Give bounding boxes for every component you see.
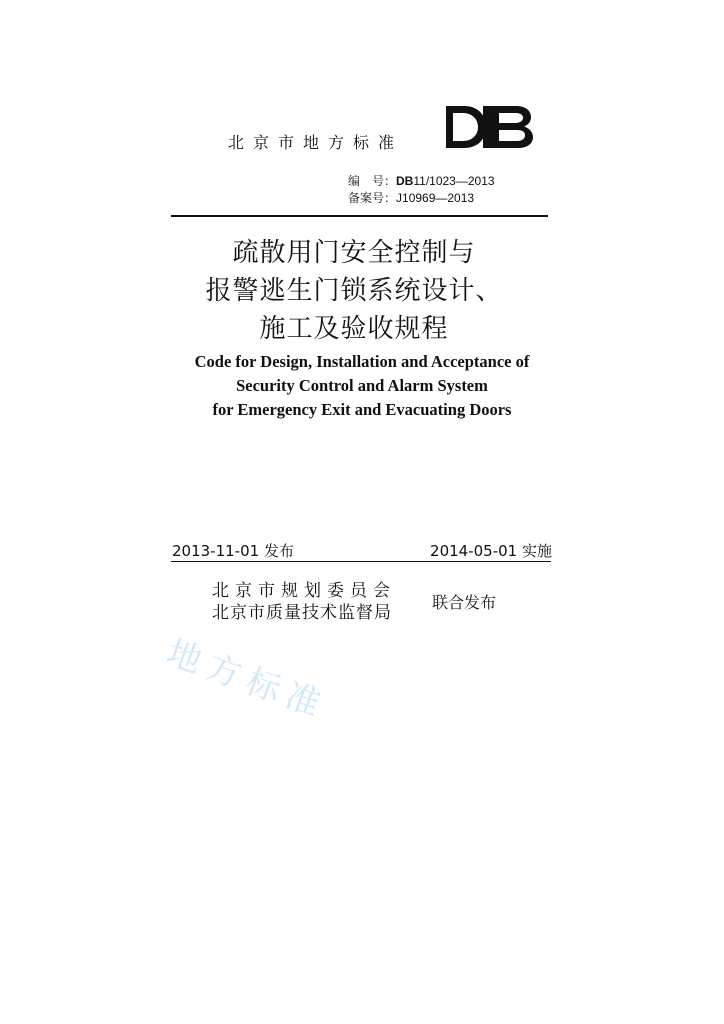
record-value: J10969—2013 (396, 191, 475, 205)
issue-date: 2013-11-01 发布 (172, 542, 294, 560)
chinese-title-line-2: 报警逃生门锁系统设计、 (205, 276, 503, 306)
english-title-line-2: Security Control and Alarm System (236, 376, 488, 395)
record-label: 备案号： (348, 191, 397, 205)
db-logo (444, 104, 536, 150)
implementation-date: 2014-05-01 实施 (430, 542, 552, 560)
code-label: 编 号： (348, 174, 397, 188)
english-title-line-3: for Emergency Exit and Evacuating Doors (212, 400, 512, 419)
top-divider (171, 215, 548, 217)
code-value: 11/1023—2013 (413, 174, 495, 188)
record-number (348, 189, 474, 206)
chinese-title-line-3: 施工及验收规程 (259, 314, 449, 344)
issuer-planning-commission: 北京市规划委员会 (212, 581, 396, 601)
watermark: 地方标准 (161, 632, 334, 728)
standard-type: 北京市地方标准 (228, 133, 404, 152)
dates-divider (171, 561, 551, 562)
issuer-quality-bureau: 北京市质量技术监督局 (212, 603, 392, 623)
chinese-title-line-1: 疏散用门安全控制与 (232, 238, 476, 268)
english-title-line-1: Code for Design, Installation and Acceptance of (194, 352, 530, 371)
joint-release-label: 联合发布 (432, 593, 497, 612)
code-prefix: DB (396, 174, 414, 188)
standard-code (348, 172, 495, 189)
